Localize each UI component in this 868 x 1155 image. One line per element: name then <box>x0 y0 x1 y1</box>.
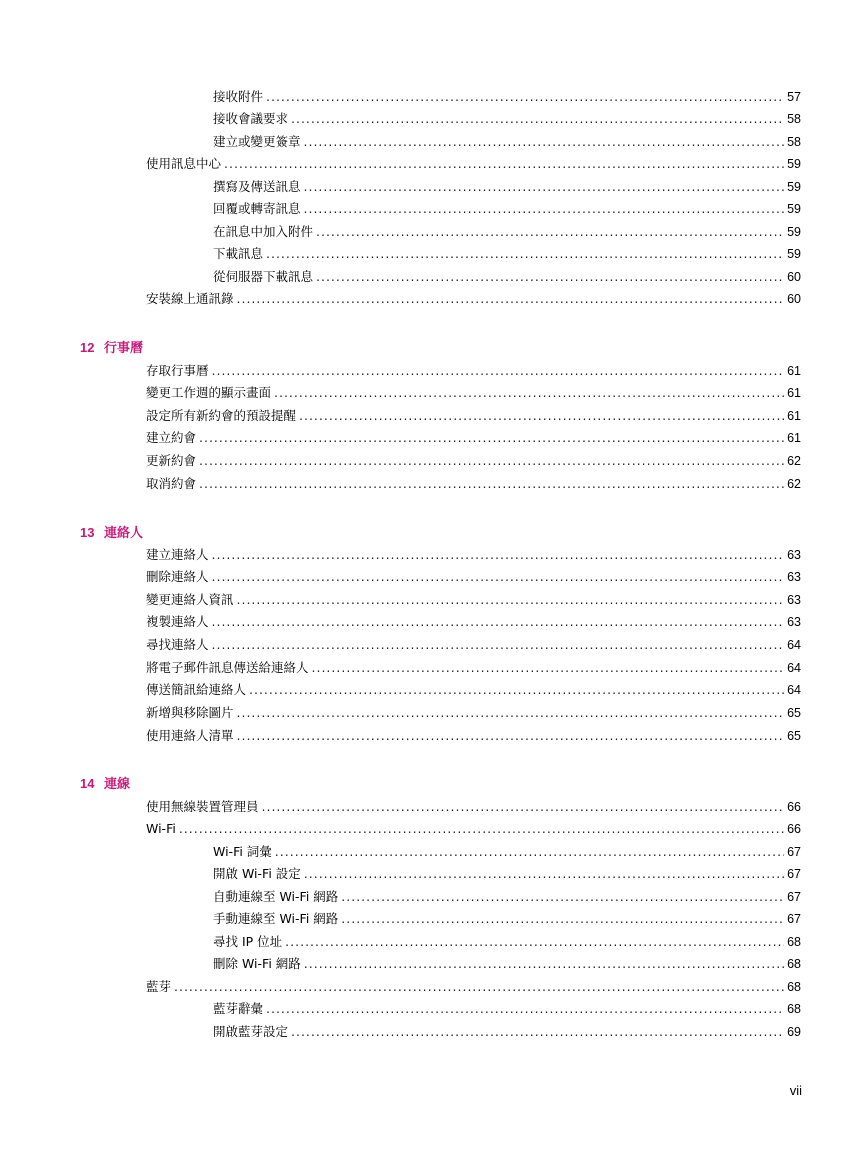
chapter-number: 13 <box>80 525 95 540</box>
toc-entry-label: 刪除 Wi-Fi 網路 <box>213 956 301 971</box>
toc-entry-label: 刪除連絡人 <box>146 569 209 584</box>
toc-entry-page: 67 <box>787 845 801 859</box>
dot-leader <box>199 429 784 447</box>
dot-leader <box>212 568 785 586</box>
toc-entry-page: 69 <box>787 1025 801 1039</box>
toc-entry-label: 回覆或轉寄訊息 <box>213 201 301 216</box>
dot-leader <box>237 727 785 745</box>
toc-entry[interactable] <box>146 407 801 425</box>
toc-entry[interactable] <box>146 475 801 493</box>
dot-leader <box>316 223 784 241</box>
chapter-number: 14 <box>80 776 95 791</box>
toc-entry-label: 藍芽辭彙 <box>213 1001 264 1016</box>
dot-leader <box>304 955 784 973</box>
dot-leader <box>266 1000 784 1018</box>
toc-entry[interactable] <box>146 727 801 745</box>
toc-entry-page: 68 <box>787 935 801 949</box>
toc-entry[interactable] <box>213 888 801 906</box>
toc-entry-page: 64 <box>787 638 801 652</box>
dot-leader <box>341 888 784 906</box>
toc-entry-page: 66 <box>787 822 801 836</box>
dot-leader <box>299 407 784 425</box>
toc-entry[interactable] <box>146 978 801 996</box>
dot-leader <box>249 681 784 699</box>
toc-entry[interactable] <box>213 268 801 286</box>
toc-entry-label: 從伺服器下載訊息 <box>213 269 314 284</box>
toc-entry[interactable] <box>146 681 801 699</box>
toc-entry-page: 65 <box>787 706 801 720</box>
toc-entry-label: 接收會議要求 <box>213 111 289 126</box>
chapter-heading <box>80 339 143 358</box>
toc-entry-page: 67 <box>787 867 801 881</box>
toc-entry-page: 60 <box>787 270 801 284</box>
dot-leader <box>304 865 784 883</box>
toc-entry-label: 傳送簡訊給連絡人 <box>146 682 247 697</box>
toc-entry[interactable] <box>213 223 801 241</box>
toc-entry-page: 61 <box>787 386 801 400</box>
toc-entry-label: Wi-Fi 詞彙 <box>213 844 272 859</box>
page-number: vii <box>789 1083 802 1098</box>
toc-entry-label: 建立約會 <box>146 430 197 445</box>
toc-entry-label: 尋找 IP 位址 <box>213 934 283 949</box>
toc-entry-label: 變更連絡人資訊 <box>146 592 234 607</box>
toc-entry[interactable] <box>213 178 801 196</box>
dot-leader <box>262 798 785 816</box>
toc-entry[interactable] <box>213 955 801 973</box>
toc-entry-label: 複製連絡人 <box>146 614 209 629</box>
toc-entry[interactable] <box>146 613 801 631</box>
toc-entry[interactable] <box>213 1000 801 1018</box>
toc-entry-label: 開啟藍芽設定 <box>213 1024 289 1039</box>
toc-entry[interactable] <box>146 798 801 816</box>
dot-leader <box>312 659 785 677</box>
toc-entry[interactable] <box>146 384 801 402</box>
toc-entry[interactable] <box>213 245 801 263</box>
toc-entry-label: 撰寫及傳送訊息 <box>213 179 301 194</box>
toc-entry[interactable] <box>213 110 801 128</box>
toc-entry-page: 68 <box>787 957 801 971</box>
dot-leader <box>199 452 784 470</box>
toc-entry[interactable] <box>213 933 801 951</box>
toc-entry[interactable] <box>146 659 801 677</box>
toc-entry-page: 65 <box>787 729 801 743</box>
toc-entry[interactable] <box>146 362 801 380</box>
toc-entry[interactable] <box>146 546 801 564</box>
toc-entry[interactable] <box>146 704 801 722</box>
dot-leader <box>304 133 785 151</box>
toc-entry[interactable] <box>146 591 801 609</box>
chapter-heading <box>80 775 130 794</box>
toc-entry-page: 63 <box>787 548 801 562</box>
toc-entry[interactable] <box>146 290 801 308</box>
toc-entry[interactable] <box>146 429 801 447</box>
toc-entry-page: 58 <box>787 112 801 126</box>
toc-entry-label: 下載訊息 <box>213 246 264 261</box>
toc-entry-label: 使用訊息中心 <box>146 156 222 171</box>
toc-entry[interactable] <box>146 568 801 586</box>
dot-leader <box>174 978 784 996</box>
toc-entry-label: 藍芽 <box>146 979 172 994</box>
toc-entry-page: 59 <box>787 225 801 239</box>
toc-entry[interactable] <box>213 133 801 151</box>
toc-entry-label: 將電子郵件訊息傳送給連絡人 <box>146 660 309 675</box>
toc-entry-page: 59 <box>787 157 801 171</box>
toc-entry-label: 取消約會 <box>146 476 197 491</box>
toc-entry[interactable] <box>146 452 801 470</box>
dot-leader <box>266 88 784 106</box>
dot-leader <box>285 933 784 951</box>
dot-leader <box>316 268 784 286</box>
toc-entry-label: 使用連絡人清單 <box>146 728 234 743</box>
dot-leader <box>237 591 785 609</box>
toc-entry-page: 57 <box>787 90 801 104</box>
toc-entry-page: 63 <box>787 615 801 629</box>
toc-entry-page: 61 <box>787 364 801 378</box>
toc-entry-page: 67 <box>787 890 801 904</box>
toc-entry-page: 67 <box>787 912 801 926</box>
chapter-title: 連線 <box>104 777 131 792</box>
chapter-title: 行事曆 <box>104 341 144 356</box>
toc-entry-page: 62 <box>787 454 801 468</box>
dot-leader <box>212 613 785 631</box>
dot-leader <box>291 1023 784 1041</box>
toc-entry-page: 63 <box>787 570 801 584</box>
dot-leader <box>341 910 784 928</box>
toc-entry-page: 60 <box>787 292 801 306</box>
dot-leader <box>266 245 784 263</box>
dot-leader <box>237 290 785 308</box>
dot-leader <box>224 155 784 173</box>
dot-leader <box>237 704 785 722</box>
toc-entry-page: 61 <box>787 409 801 423</box>
toc-entry-label: 新增與移除圖片 <box>146 705 234 720</box>
toc-entry-page: 66 <box>787 800 801 814</box>
toc-entry-label: 建立或變更簽章 <box>213 134 301 149</box>
chapter-heading <box>80 524 143 543</box>
dot-leader <box>304 200 785 218</box>
toc-entry-label: Wi-Fi <box>146 821 176 836</box>
toc-entry-label: 自動連線至 Wi-Fi 網路 <box>213 889 339 904</box>
toc-entry-page: 63 <box>787 593 801 607</box>
dot-leader <box>212 636 785 654</box>
toc-entry-label: 安裝線上通訊錄 <box>146 291 234 306</box>
toc-entry[interactable] <box>213 910 801 928</box>
toc-entry-label: 存取行事曆 <box>146 363 209 378</box>
dot-leader <box>291 110 784 128</box>
toc-entry-label: 設定所有新約會的預設提醒 <box>146 408 297 423</box>
toc-entry[interactable] <box>213 88 801 106</box>
dot-leader <box>304 178 785 196</box>
toc-entry-page: 64 <box>787 683 801 697</box>
toc-entry[interactable] <box>213 865 801 883</box>
toc-entry[interactable] <box>146 820 801 838</box>
toc-entry-page: 58 <box>787 135 801 149</box>
toc-entry-label: 接收附件 <box>213 89 264 104</box>
toc-entry-page: 59 <box>787 202 801 216</box>
toc-entry[interactable] <box>146 636 801 654</box>
dot-leader <box>199 475 784 493</box>
toc-entry-page: 61 <box>787 431 801 445</box>
toc-entry-page: 59 <box>787 180 801 194</box>
toc-entry-page: 64 <box>787 661 801 675</box>
dot-leader <box>179 820 784 838</box>
toc-entry-label: 建立連絡人 <box>146 547 209 562</box>
toc-entry-label: 更新約會 <box>146 453 197 468</box>
dot-leader <box>212 546 785 564</box>
toc-entry-label: 使用無線裝置管理員 <box>146 799 259 814</box>
toc-entry-label: 手動連線至 Wi-Fi 網路 <box>213 911 339 926</box>
chapter-number: 12 <box>80 340 95 355</box>
toc-entry[interactable] <box>213 1023 801 1041</box>
toc-entry-page: 68 <box>787 1002 801 1016</box>
dot-leader <box>274 384 784 402</box>
toc-entry-label: 變更工作週的顯示畫面 <box>146 385 272 400</box>
dot-leader <box>275 843 784 861</box>
toc-entry[interactable] <box>213 843 801 861</box>
toc-entry-label: 開啟 Wi-Fi 設定 <box>213 866 301 881</box>
chapter-title: 連絡人 <box>104 526 144 541</box>
toc-entry-label: 尋找連絡人 <box>146 637 209 652</box>
dot-leader <box>212 362 785 380</box>
toc-entry[interactable] <box>213 200 801 218</box>
toc-entry-page: 59 <box>787 247 801 261</box>
toc-entry[interactable] <box>146 155 801 173</box>
toc-entry-page: 62 <box>787 477 801 491</box>
toc-entry-label: 在訊息中加入附件 <box>213 224 314 239</box>
toc-entry-page: 68 <box>787 980 801 994</box>
